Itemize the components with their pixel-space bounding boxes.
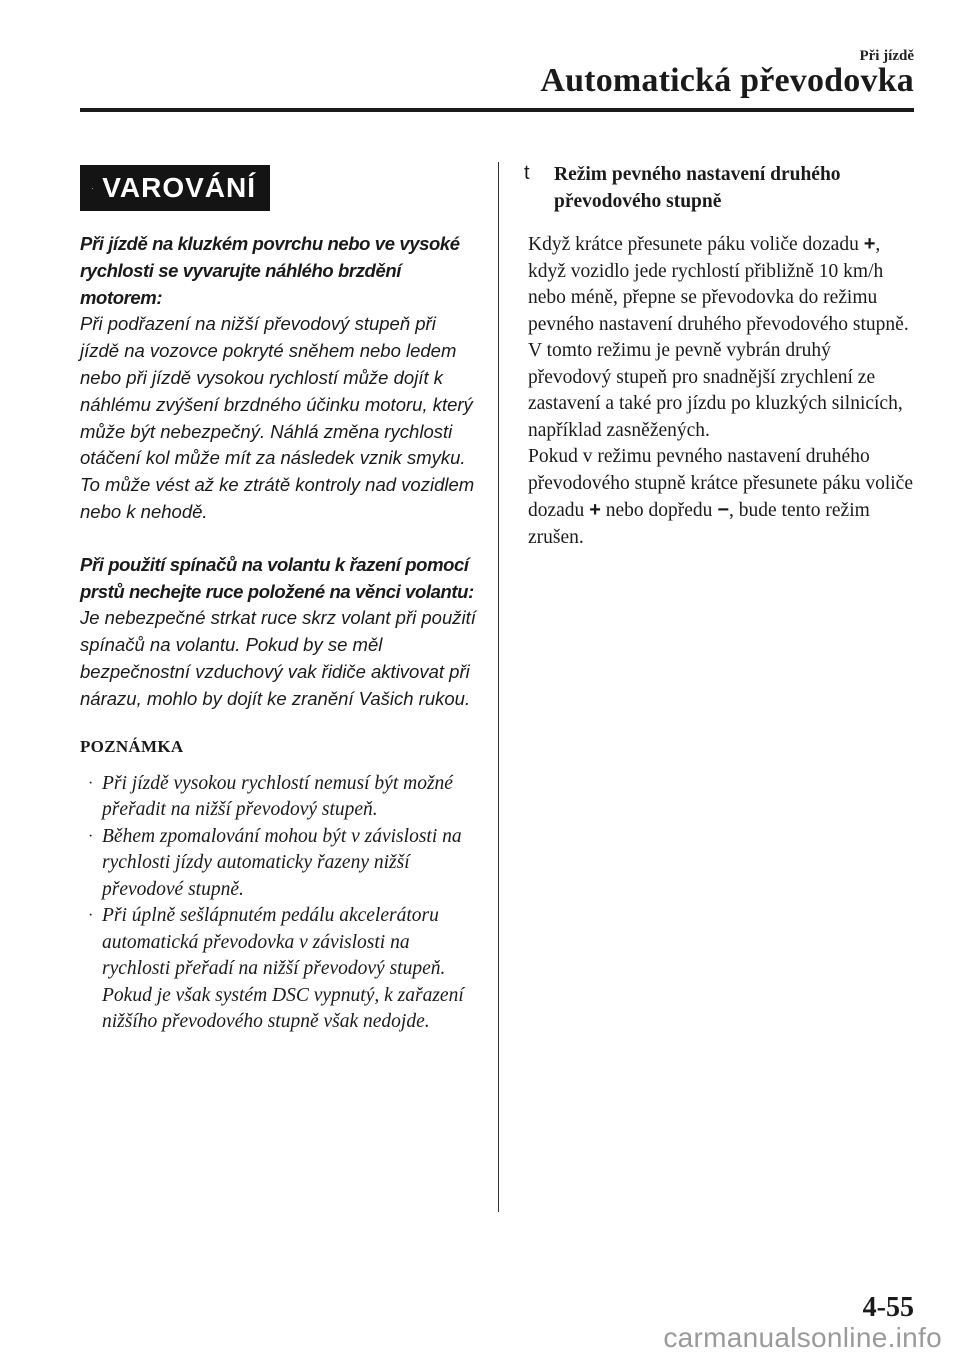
note-item-text: Při jízdě vysokou rychlostí nemusí být možné přeřadit na nižší převodový stupeň.: [102, 772, 453, 821]
plus-icon: +: [589, 499, 601, 521]
warning-block-2: [80, 552, 478, 713]
note-item: [80, 903, 478, 1036]
paragraph-text: nebo dopředu: [600, 500, 718, 521]
warning-2-heading: Při použití spínačů na volantu k řazení pomocí prstů nechejte ruce položené na věnci volantu:: [80, 553, 474, 602]
section-heading-text: Režim pevného nastavení druhého převodového stupně: [554, 164, 841, 212]
warning-label: VAROVÁNÍ: [102, 172, 256, 203]
warning-badge: [80, 165, 270, 211]
bullet-icon: ·: [88, 774, 94, 792]
warning-2-text: Je nebezpečné strkat ruce skrz volant při použití spínačů na volantu. Pokud by se měl bezpečnostní vzduchový vak řidiče aktivovat při nárazu, mohlo by dojít ke zranění Vašich rukou.: [80, 607, 476, 709]
minus-icon: −: [717, 499, 729, 521]
section-heading: [520, 162, 918, 215]
paragraph-text: , když vozidlo jede rychlostí přibližně 10 km/h nebo méně, přepne se převodovka do režimu pevného nastavení druhého převodového stupně. V tomto režimu je pevně vybrán druhý převodový stupeň pro snadnější zrychlení ze zastavení a také pro jízdu po kluzkých silnicích, například zasněžených.: [528, 234, 909, 441]
plus-icon: +: [863, 233, 876, 255]
warning-1-text: Při podřazení na nižší převodový stupeň při jízdě na vozovce pokryté sněhem nebo ledem nebo při jízdě vysokou rychlostí může dojít k náhlému zvýšení brzdného účinku motoru, který může být nebezpečný. Náhlá změna rychlosti otáčení kol může mít za následek vznik smyku. To může vést až ke ztrátě kontroly nad vozidlem nebo k nehodě.: [80, 313, 475, 522]
left-column: [80, 165, 478, 1036]
note-item-text: Během zpomalování mohou být v závislosti na rychlosti jízdy automaticky řazeny nižší převodové stupně.: [102, 825, 462, 900]
warning-triangle-icon: [92, 176, 93, 201]
section-paragraph-2: [528, 444, 918, 551]
page-number: 4-55: [862, 1292, 914, 1323]
watermark: carmanualsonline.info: [663, 1322, 942, 1353]
note-item-text: Při úplně sešlápnutém pedálu akcelerátoru automatická převodovka v závislosti na rychlosti přeřadí na nižší převodový stupeň. Pokud je však systém DSC vypnutý, k zařazení nižšího převodového stupně však nedojde.: [102, 905, 464, 1033]
page-title: Automatická převodovka: [540, 62, 914, 99]
warning-block-1: [80, 231, 478, 526]
header-rule: [80, 108, 914, 112]
note-item: [80, 824, 478, 904]
paragraph-text: Pokud v režimu pevného nastavení druhého převodového stupně krátce přesunete páku voliče dozadu: [528, 446, 913, 521]
note-title: POZNÁMKA: [80, 736, 184, 756]
note-list: [80, 771, 478, 1036]
section-marker-icon: t: [524, 162, 530, 184]
right-column: [520, 162, 918, 551]
note-item: [80, 771, 478, 824]
paragraph-text: , bude tento režim zrušen.: [528, 500, 870, 548]
paragraph-text: Když krátce přesunete páku voliče dozadu: [528, 234, 864, 255]
bullet-icon: ·: [88, 827, 94, 845]
warning-1-heading: Při jízdě na kluzkém povrchu nebo ve vysoké rychlosti se vyvarujte náhlého brzdění motorem:: [80, 233, 460, 308]
column-divider: [498, 162, 499, 1212]
bullet-icon: ·: [88, 907, 94, 925]
section-paragraph-1: [528, 231, 918, 444]
running-header-section: Při jízdě: [859, 48, 914, 64]
